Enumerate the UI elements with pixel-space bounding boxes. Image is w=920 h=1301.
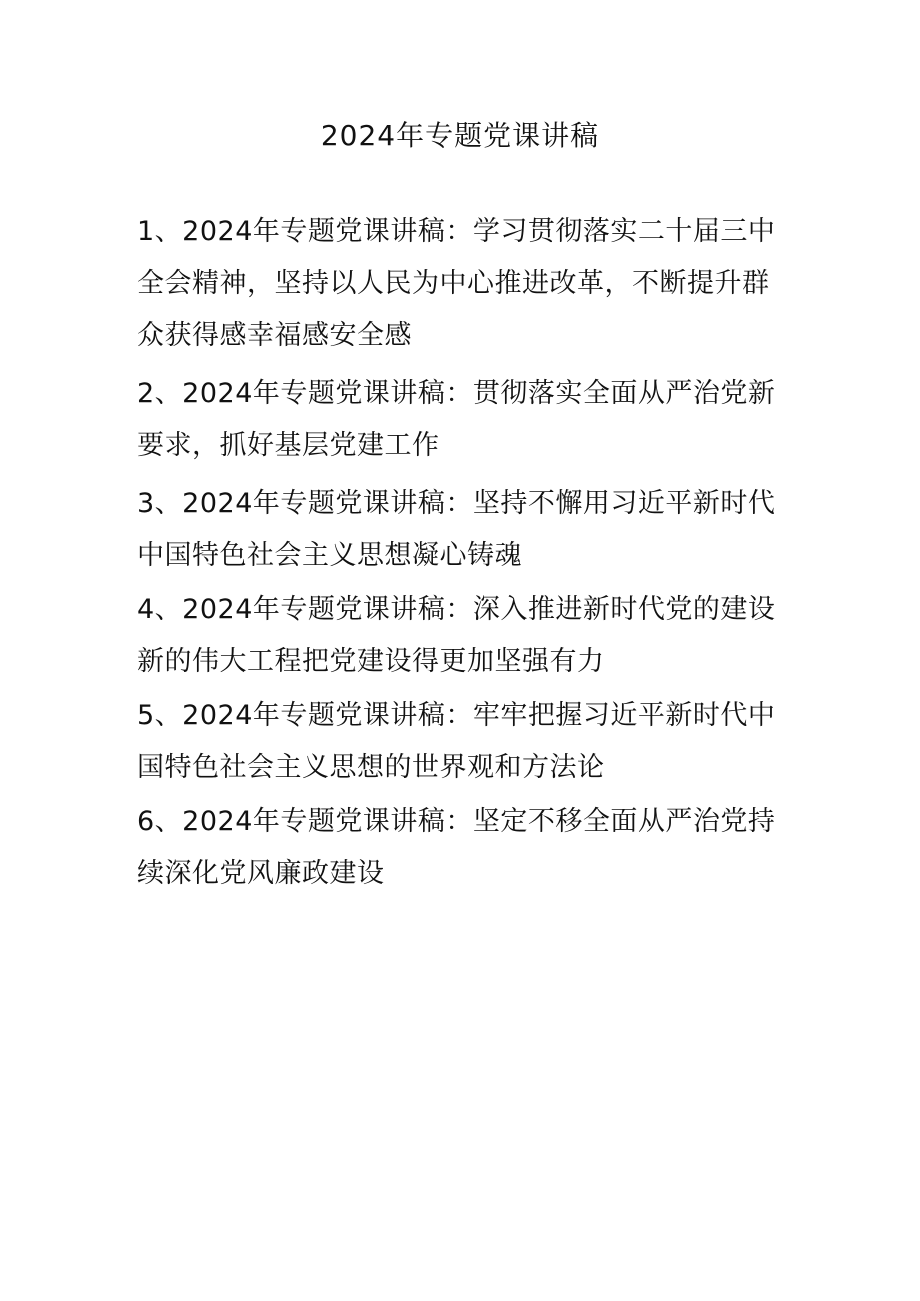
toc-item: 4、2024年专题党课讲稿：深入推进新时代党的建设新的伟大工程把党建设得更加坚强有力 [137,594,776,677]
toc-item: 6、2024年专题党课讲稿：坚定不移全面从严治党持续深化党风廉政建设 [137,806,776,889]
toc-item: 1、2024年专题党课讲稿：学习贯彻落实二十届三中全会精神，坚持以人民为中心推进改革，不断提升群众获得感幸福感安全感 [137,216,776,351]
table-of-contents [137,206,787,902]
document-title: 2024年专题党课讲稿 [320,119,600,152]
toc-item: 5、2024年专题党课讲稿：牢牢把握习近平新时代中国特色社会主义思想的世界观和方法论 [137,700,776,783]
toc-item: 2、2024年专题党课讲稿：贯彻落实全面从严治党新要求，抓好基层党建工作 [137,378,776,461]
toc-item: 3、2024年专题党课讲稿：坚持不懈用习近平新时代中国特色社会主义思想凝心铸魂 [137,488,776,571]
